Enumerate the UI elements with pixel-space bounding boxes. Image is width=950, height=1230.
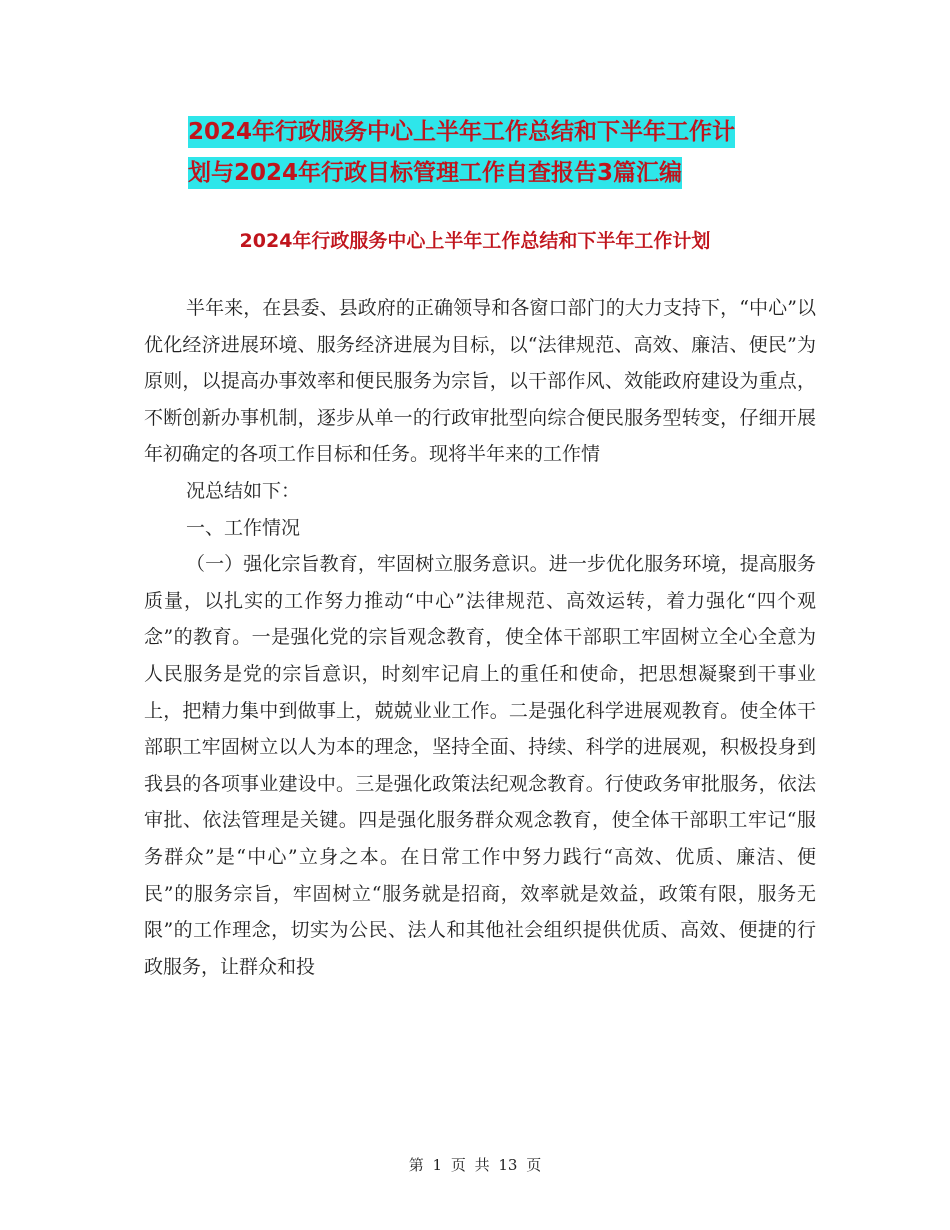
paragraph-summary-lead: 况总结如下：	[186, 479, 301, 502]
main-title-line-1: 2024年行政服务中心上半年工作总结和下半年工作计	[188, 116, 735, 148]
main-title-line-2: 划与2024年行政目标管理工作自查报告3篇汇编	[188, 157, 682, 189]
paragraph-section-one: （一）强化宗旨教育，牢固树立服务意识。进一步优化服务环境，提高服务质量，以扎实的工作努力推动“中心”法律规范、高效运转，着力强化“四个观念”的教育。一是强化党的宗旨观念教育，使全体干部职工牢固树立全心全意为人民服务是党的宗旨意识，时刻牢记肩上的重任和使命，把思想凝聚到干事业上，把精力集中到做事上，兢兢业业工作。二是强化科学进展观教育。使全体干部职工牢固树立以人为本的理念，坚持全面、持续、科学的进展观，积极投身到我县的各项事业建设中。三是强化政策法纪观念教育。行使政务审批服务，依法审批、依法管理是关键。四是强化服务群众观念教育，使全体干部职工牢记“服务群众”是“中心”立身之本。在日常工作中努力践行“高效、优质、廉洁、便民”的服务宗旨，牢固树立“服务就是招商，效率就是效益，政策有限，服务无限”的工作理念，切实为公民、法人和其他社会组织提供优质、高效、便捷的行政服务，让群众和投	[144, 553, 816, 978]
main-title	[188, 112, 828, 194]
page-footer: 第 1 页 共 13 页	[408, 1156, 542, 1174]
section-title: 2024年行政服务中心上半年工作总结和下半年工作计划	[239, 230, 711, 252]
body-text	[144, 290, 816, 985]
paragraph-intro: 半年来，在县委、县政府的正确领导和各窗口部门的大力支持下，“中心”以优化经济进展环境、服务经济进展为目标，以“法律规范、高效、廉洁、便民”为原则，以提高办事效率和便民服务为宗旨，以干部作风、效能政府建设为重点，不断创新办事机制，逐步从单一的行政审批型向综合便民服务型转变，仔细开展年初确定的各项工作目标和任务。现将半年来的工作情	[144, 297, 816, 466]
heading-work-situation: 一、工作情况	[186, 516, 301, 539]
